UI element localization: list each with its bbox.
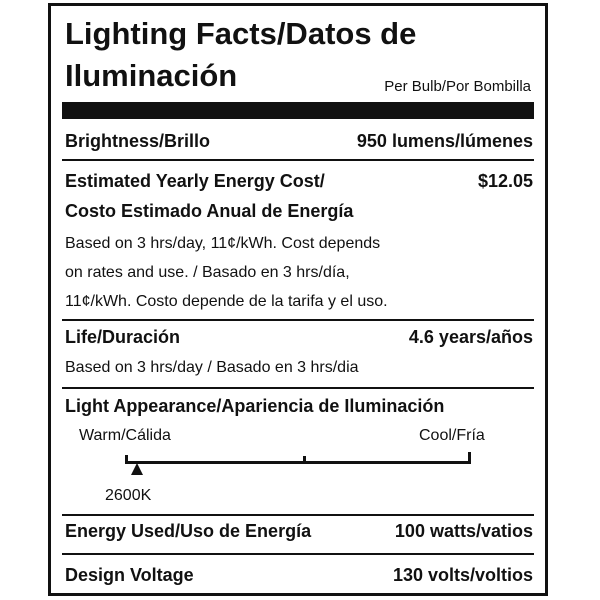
energy-cost-note-line2: on rates and use. / Basado en 3 hrs/día, — [65, 264, 350, 281]
divider — [62, 387, 534, 389]
color-temperature-value: 2600K — [105, 487, 152, 504]
color-temperature-scale — [125, 461, 471, 464]
life-note: Based on 3 hrs/day / Basado en 3 hrs/dia — [65, 359, 359, 376]
scale-tick-end — [468, 452, 471, 464]
energy-used-value: 100 watts/vatios — [394, 521, 533, 541]
design-voltage-label: Design Voltage — [65, 565, 194, 585]
label-title-line2: Iluminación — [65, 58, 238, 93]
divider — [62, 319, 534, 321]
energy-cost-note-line3: 11¢/kWh. Costo depende de la tarifa y el uso. — [65, 293, 388, 310]
divider — [62, 159, 534, 161]
scale-tick-start — [125, 455, 128, 464]
lighting-facts-label — [48, 3, 548, 596]
cool-label: Cool/Fría — [419, 427, 485, 444]
energy-cost-note-line1: Based on 3 hrs/day, 11¢/kWh. Cost depends — [65, 235, 381, 252]
brightness-label: Brightness/Brillo — [65, 131, 211, 151]
color-temperature-marker-icon — [131, 463, 143, 475]
energy-cost-value: $12.05 — [477, 171, 533, 191]
life-value: 4.6 years/años — [408, 327, 533, 347]
divider — [62, 514, 534, 516]
energy-cost-label-line2: Costo Estimado Anual de Energía — [65, 201, 354, 221]
life-label: Life/Duración — [65, 327, 181, 347]
light-appearance-label: Light Appearance/Apariencia de Iluminación — [65, 396, 445, 416]
design-voltage-value: 130 volts/voltios — [392, 565, 533, 585]
divider — [62, 553, 534, 555]
scale-tick-middle — [303, 456, 306, 464]
label-title-line1: Lighting Facts/Datos de — [65, 16, 417, 51]
header-divider-bar — [62, 102, 534, 119]
energy-cost-label-line1: Estimated Yearly Energy Cost/ — [65, 171, 325, 191]
energy-used-label: Energy Used/Uso de Energía — [65, 521, 312, 541]
brightness-value: 950 lumens/lúmenes — [356, 131, 533, 151]
per-bulb-text: Per Bulb/Por Bombilla — [384, 78, 531, 95]
warm-label: Warm/Cálida — [79, 427, 171, 444]
